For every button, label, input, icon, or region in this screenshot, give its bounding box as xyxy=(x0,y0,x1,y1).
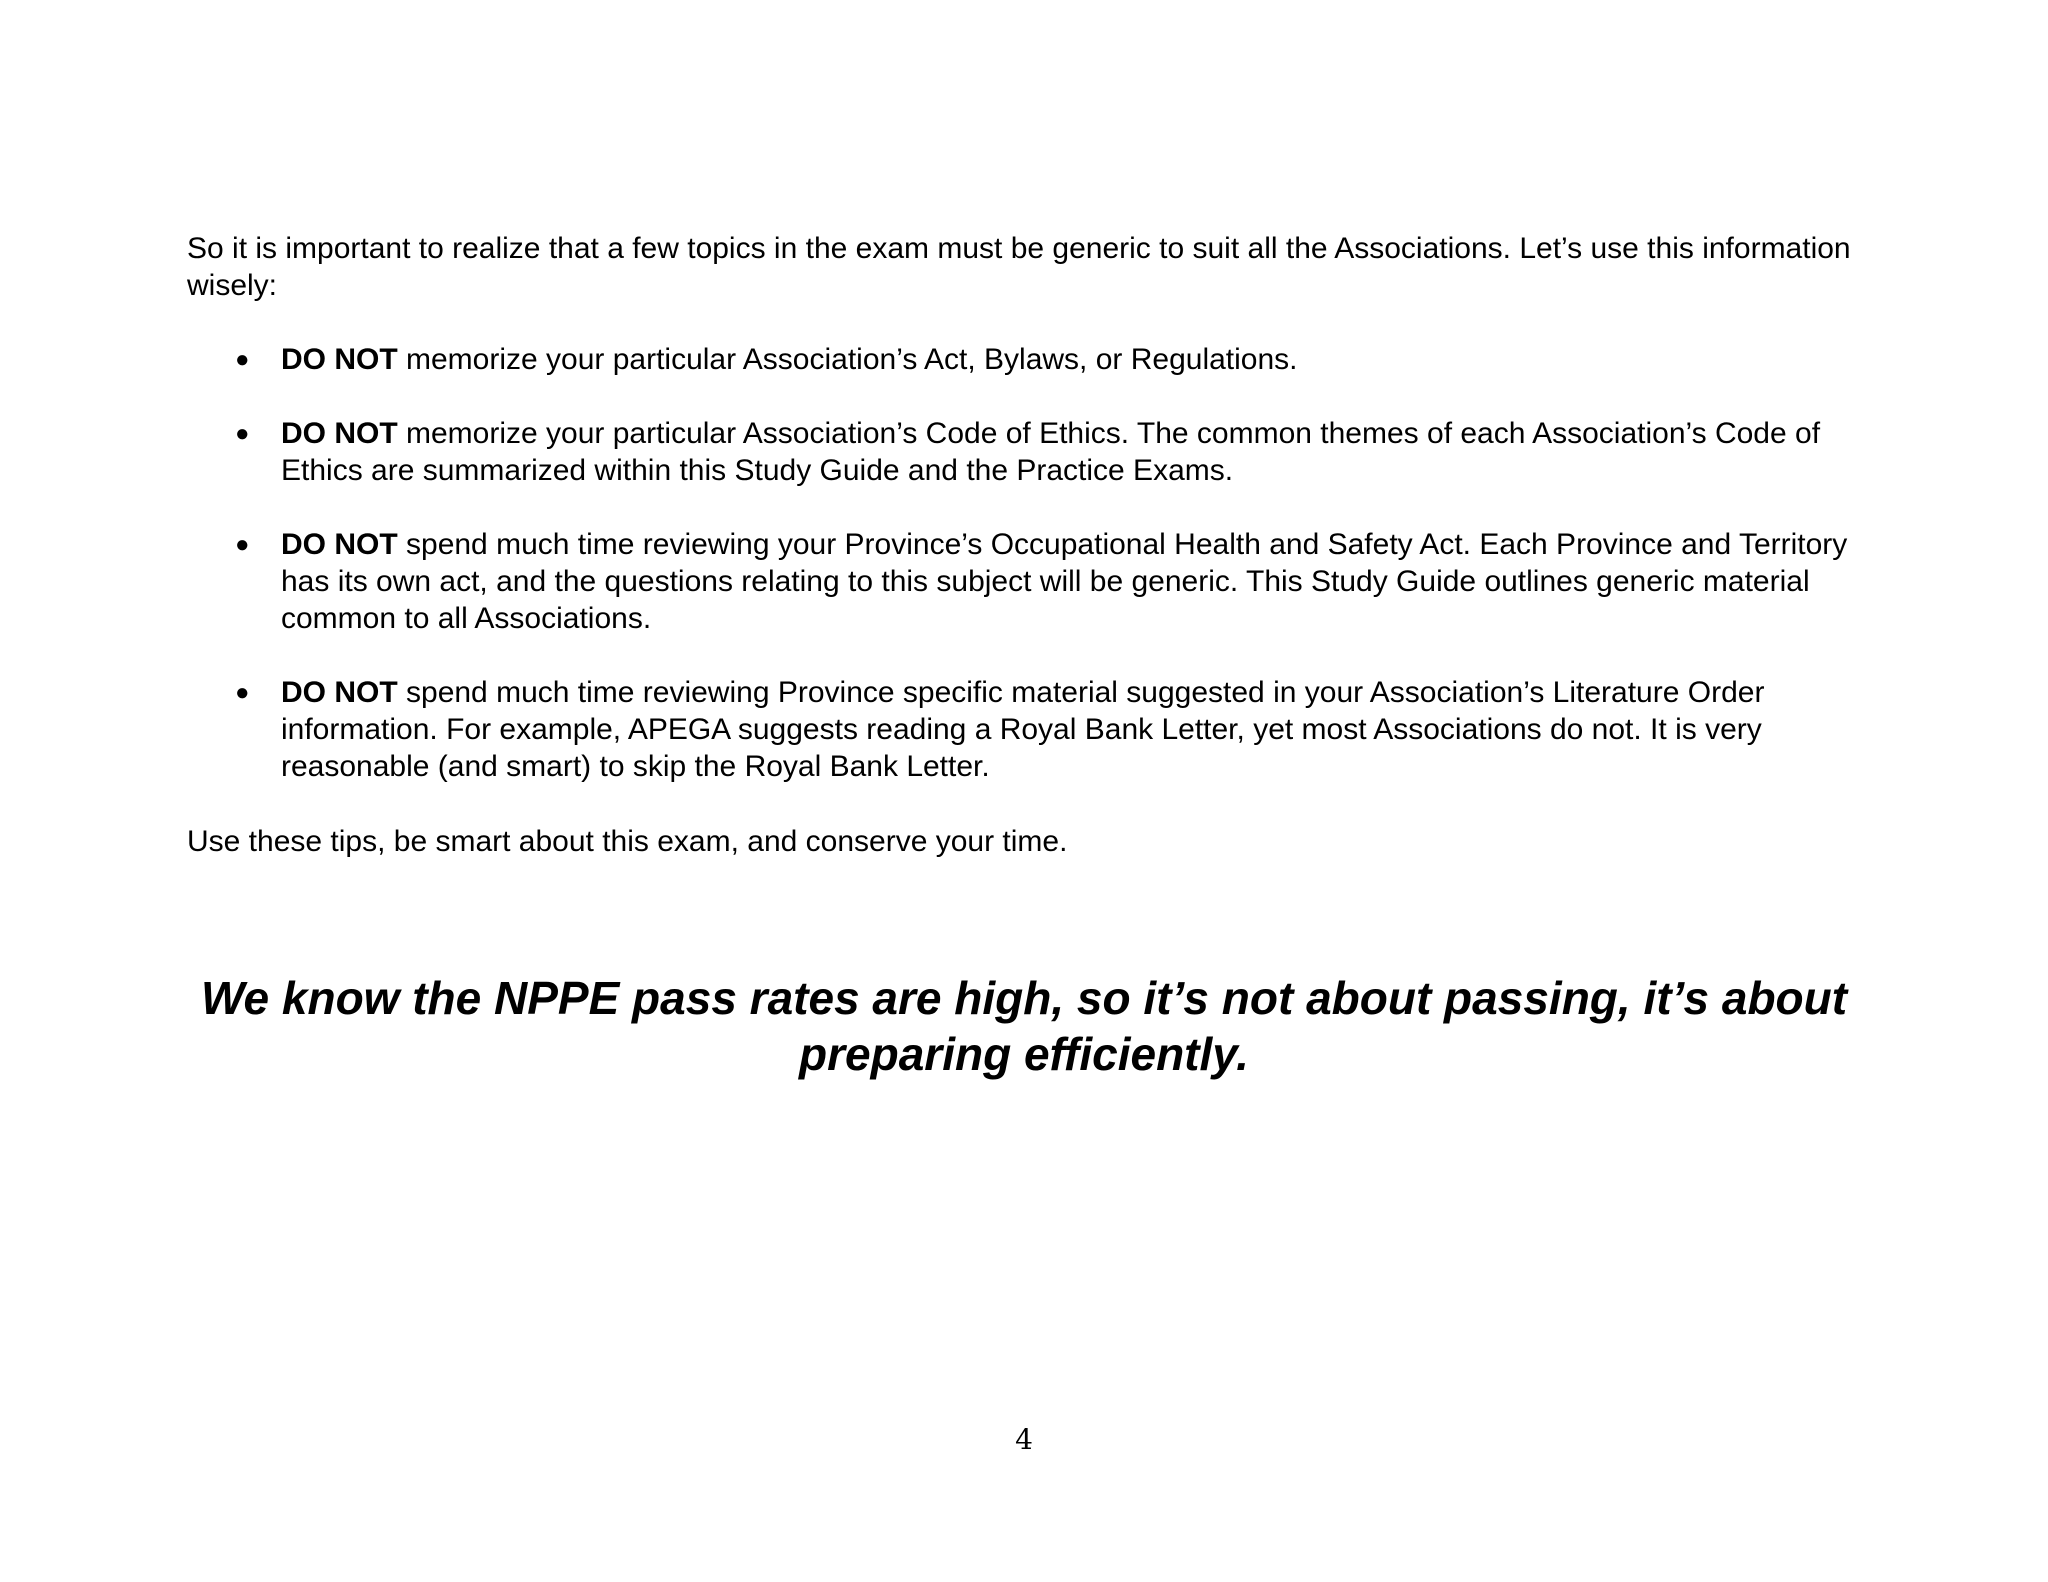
tip-text: spend much time reviewing Province specific material suggested in your Association’s Literature Order information. For example, APEGA suggests reading a Royal Bank Letter, yet most Associations do not. It is very reasonable (and smart) to skip the Royal Bank Letter. xyxy=(281,676,1765,783)
bullet-icon: ● xyxy=(235,531,250,558)
tip-lead: DO NOT xyxy=(281,676,398,709)
list-item xyxy=(187,526,1887,637)
outro-paragraph: Use these tips, be smart about this exam, and conserve your time. xyxy=(187,825,1068,858)
tip-lead: DO NOT xyxy=(281,343,398,376)
list-item xyxy=(187,415,1887,489)
list-item xyxy=(187,674,1887,785)
page-number: 4 xyxy=(1015,1423,1033,1456)
tip-lead: DO NOT xyxy=(281,528,398,561)
callout-heading: We know the NPPE pass rates are high, so it’s not about passing, it’s about preparing efficiently. xyxy=(200,972,1848,1080)
tip-text: memorize your particular Association’s Act, Bylaws, or Regulations. xyxy=(397,343,1298,376)
bullet-icon: ● xyxy=(235,420,250,447)
tips-list xyxy=(187,341,1887,822)
intro-paragraph: So it is important to realize that a few topics in the exam must be generic to suit all the Associations. Let’s use this information wisely: xyxy=(187,232,1851,302)
bullet-icon: ● xyxy=(235,679,250,706)
list-item xyxy=(187,341,1887,378)
tip-text: spend much time reviewing your Province’s Occupational Health and Safety Act. Each Province and Territory has its own act, and the questions relating to this subject will be generic. This Study Guide outlines generic material common to all Associations. xyxy=(281,528,1848,635)
bullet-icon: ● xyxy=(235,346,250,373)
tip-lead: DO NOT xyxy=(281,417,398,450)
tip-text: memorize your particular Association’s Code of Ethics. The common themes of each Association’s Code of Ethics are summarized within this Study Guide and the Practice Exams. xyxy=(281,417,1821,487)
